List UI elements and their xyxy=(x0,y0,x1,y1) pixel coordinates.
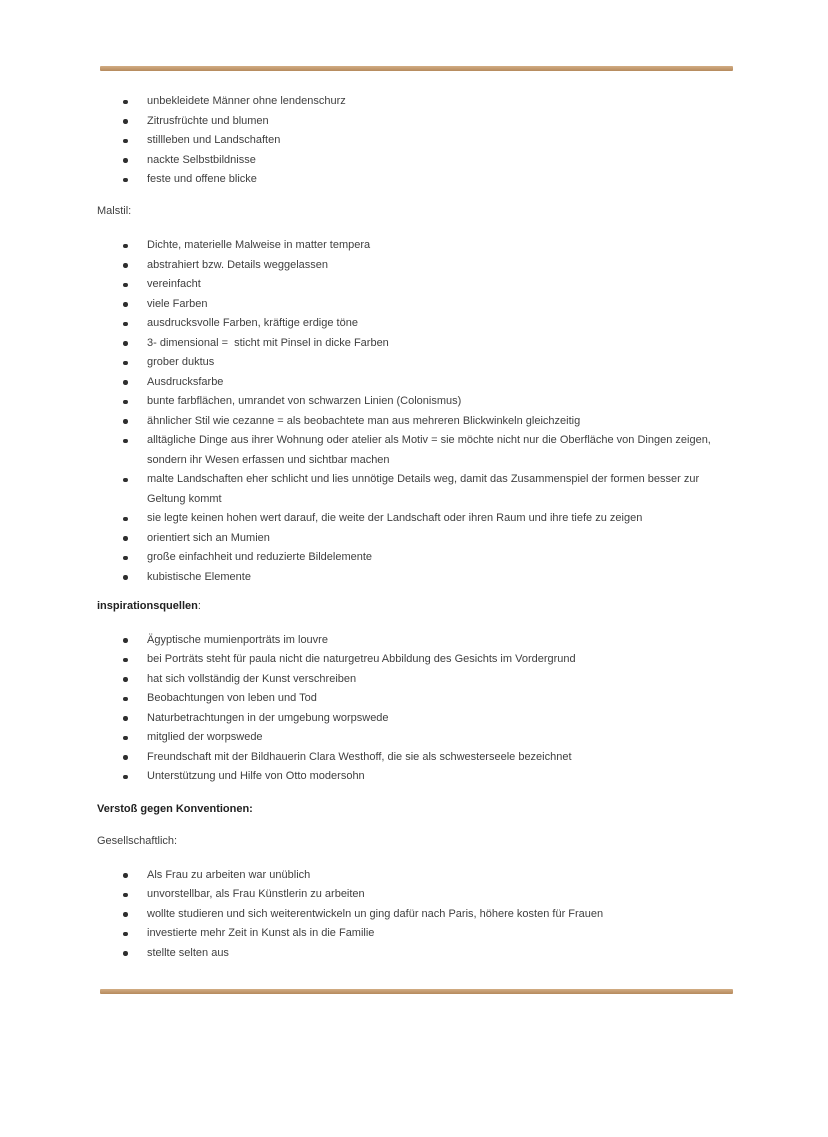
inspiration-list xyxy=(97,631,733,787)
list-item-text: viele Farben xyxy=(147,297,208,310)
list-item xyxy=(97,509,733,529)
list-item-text: große einfachheit und reduzierte Bildelemente xyxy=(147,551,373,563)
motifs-list xyxy=(97,92,733,190)
list-item-text: bei Porträts steht für paula nicht die naturgetreu Abbildung des Gesichts im Vordergrund xyxy=(147,653,576,665)
bottom-divider xyxy=(100,989,733,994)
list-item xyxy=(97,392,733,412)
list-item xyxy=(97,131,733,151)
list-item-text: kubistische Elemente xyxy=(147,570,251,583)
list-item-text: unvorstellbar, als Frau Künstlerin zu arbeiten xyxy=(147,888,365,900)
list-item-text: Ägyptische mumienporträts im louvre xyxy=(147,633,328,646)
list-item-text: Zitrusfrüchte und blumen xyxy=(147,114,269,127)
list-item-text: hat sich vollständig der Kunst verschreiben xyxy=(147,672,357,685)
list-item-text: Als Frau zu arbeiten war unüblich xyxy=(147,868,311,881)
list-item-text: Ausdrucksfarbe xyxy=(147,375,224,388)
list-item-text: ähnlicher Stil wie cezanne = als beobachtete man aus mehreren Blickwinkeln gleichzeitig xyxy=(147,414,581,427)
list-item xyxy=(97,256,733,276)
gesellschaftlich-list xyxy=(97,866,733,964)
list-item xyxy=(97,631,733,651)
list-item xyxy=(97,866,733,886)
gesellschaftlich-heading: Gesellschaftlich: xyxy=(97,835,178,847)
list-item xyxy=(97,236,733,256)
list-item xyxy=(97,748,733,768)
malstil-list xyxy=(97,236,733,587)
list-item xyxy=(97,314,733,334)
list-item-text: Freundschaft mit der Bildhauerin Clara Westhoff, die sie als schwesterseele bezeichnet xyxy=(147,750,572,763)
list-item xyxy=(97,568,733,588)
top-divider xyxy=(100,66,733,71)
list-item xyxy=(97,334,733,354)
list-item xyxy=(97,709,733,729)
list-item xyxy=(97,728,733,748)
list-item xyxy=(97,412,733,432)
list-item-text: Naturbetrachtungen in der umgebung worpswede xyxy=(147,711,389,724)
list-item-text: vereinfacht xyxy=(147,278,201,290)
list-item xyxy=(97,431,733,470)
list-item xyxy=(97,650,733,670)
list-item-text: malte Landschaften eher schlicht und lies unnötige Details weg, damit das Zusammenspiel der formen besser zur Geltung kommt xyxy=(147,473,703,505)
list-item-text: sie legte keinen hohen wert darauf, die weite der Landschaft oder ihren Raum und ihre tiefe zu zeigen xyxy=(147,512,643,524)
list-item-text: wollte studieren und sich weiterentwickeln un ging dafür nach Paris, höhere kosten für Frauen xyxy=(147,907,604,920)
verstoss-heading: Verstoß gegen Konventionen: xyxy=(97,802,253,815)
list-item xyxy=(97,275,733,295)
list-item-text: feste und offene blicke xyxy=(147,173,257,185)
list-item xyxy=(97,295,733,315)
list-item-text: alltägliche Dinge aus ihrer Wohnung oder atelier als Motiv = sie möchte nicht nur die Oberfläche von Dingen zeigen, sondern ihr Wesen erfassen und sichtbar machen xyxy=(147,434,714,466)
list-item xyxy=(97,670,733,690)
list-item-text: nackte Selbstbildnisse xyxy=(147,153,256,166)
list-item xyxy=(97,924,733,944)
list-item-text: mitglied der worpswede xyxy=(147,731,263,743)
inspiration-heading-text: inspirationsquellen xyxy=(97,600,198,612)
list-item xyxy=(97,885,733,905)
inspiration-heading-colon: : xyxy=(197,600,201,612)
list-item xyxy=(97,944,733,964)
list-item xyxy=(97,689,733,709)
list-item-text: Beobachtungen von leben und Tod xyxy=(147,692,317,704)
list-item-text: Dichte, materielle Malweise in matter tempera xyxy=(147,239,371,251)
list-item-text: 3- dimensional = sticht mit Pinsel in dicke Farben xyxy=(147,336,389,349)
list-item-text: Unterstützung und Hilfe von Otto modersohn xyxy=(147,770,365,782)
list-item xyxy=(97,767,733,787)
list-item xyxy=(97,905,733,925)
inspiration-heading xyxy=(97,597,733,617)
list-item xyxy=(97,92,733,112)
list-item-text: stellte selten aus xyxy=(147,946,229,959)
list-item-text: stillleben und Landschaften xyxy=(147,134,281,146)
list-item xyxy=(97,373,733,393)
list-item-text: grober duktus xyxy=(147,356,215,368)
list-item xyxy=(97,353,733,373)
list-item xyxy=(97,529,733,549)
list-item xyxy=(97,170,733,190)
malstil-heading: Malstil: xyxy=(97,204,132,217)
document-page xyxy=(0,66,828,1137)
list-item-text: ausdrucksvolle Farben, kräftige erdige töne xyxy=(147,317,358,329)
list-item xyxy=(97,151,733,171)
list-item xyxy=(97,470,733,509)
list-item xyxy=(97,548,733,568)
list-item-text: orientiert sich an Mumien xyxy=(147,531,270,544)
list-item-text: abstrahiert bzw. Details weggelassen xyxy=(147,258,328,271)
list-item-text: unbekleidete Männer ohne lendenschurz xyxy=(147,95,346,107)
list-item xyxy=(97,112,733,132)
list-item-text: bunte farbflächen, umrandet von schwarzen Linien (Colonismus) xyxy=(147,395,462,407)
list-item-text: investierte mehr Zeit in Kunst als in die Familie xyxy=(147,927,375,939)
